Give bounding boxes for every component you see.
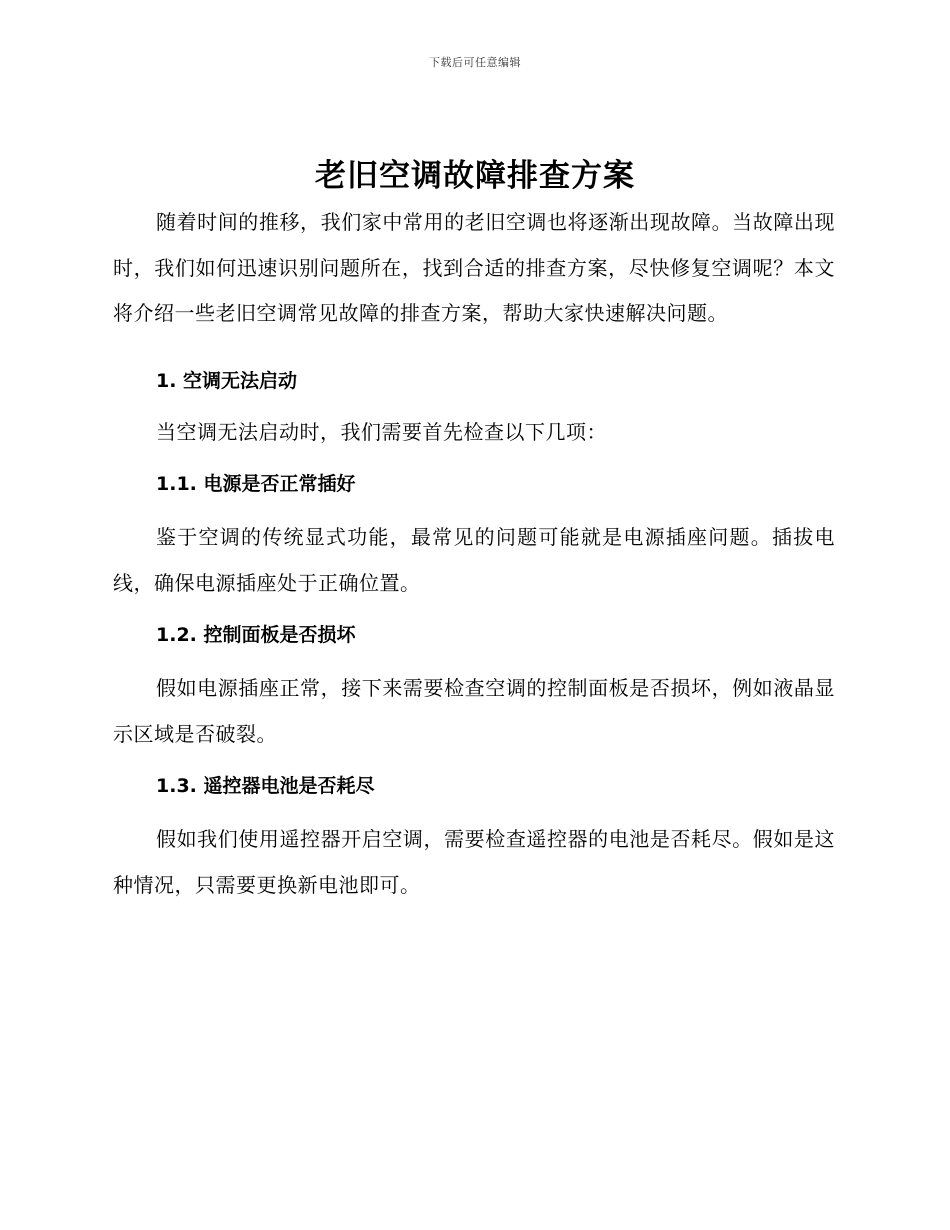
subsection-paragraph-1-2: 假如电源插座正常，接下来需要检查空调的控制面板是否损坏，例如液晶显示区域是否破裂。: [113, 676, 835, 746]
subsection-paragraph-1-3: 假如我们使用遥控器开启空调，需要检查遥控器的电池是否耗尽。假如是这种情况，只需要更换新电池即可。: [113, 827, 835, 897]
subsection-heading-1-2: 1.2. 控制面板是否损坏: [156, 624, 356, 646]
document-body: [113, 200, 835, 908]
subsection-heading-1-3: 1.3. 遥控器电池是否耗尽: [156, 775, 375, 797]
intro-paragraph: 随着时间的推移，我们家中常用的老旧空调也将逐渐出现故障。当故障出现时，我们如何迅速识别问题所在，找到合适的排查方案，尽快修复空调呢？本文将介绍一些老旧空调常见故障的排查方案，帮助大家快速解决问题。: [113, 210, 835, 325]
section-paragraph-1: 当空调无法启动时，我们需要首先检查以下几项：: [156, 419, 607, 444]
subsection-paragraph-1-1: 鉴于空调的传统显式功能，最常见的问题可能就是电源插座问题。插拔电线，确保电源插座处于正确位置。: [113, 525, 835, 595]
document-title: 老旧空调故障排查方案: [315, 158, 635, 194]
subsection-heading-1-1: 1.1. 电源是否正常插好: [156, 473, 356, 495]
section-heading-1: 1. 空调无法启动: [156, 369, 298, 392]
header-note: 下载后可任意编辑: [429, 56, 521, 69]
